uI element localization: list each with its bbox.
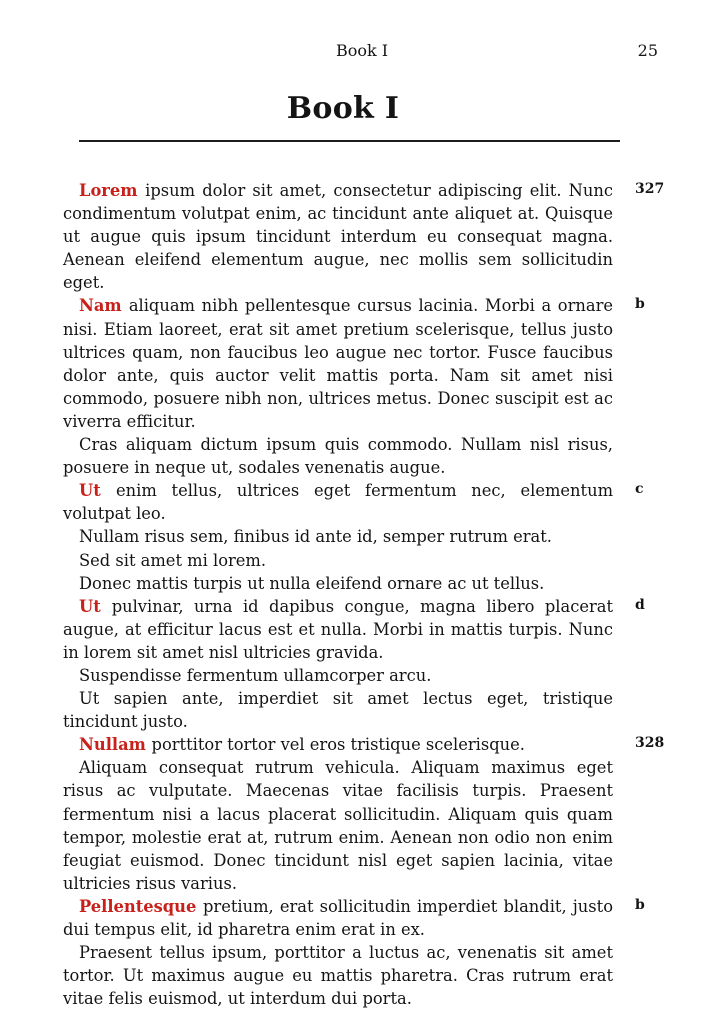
paragraph	[63, 664, 613, 687]
lead-word: Lorem	[79, 181, 146, 200]
paragraph-text: ipsum dolor sit amet, consectetur adipiscing elit. Nunc condimentum volutpat enim, ac tincidunt ante aliquet at. Quisque ut augue quis ipsum tincidunt interdum eu consequat magna. Aenean eleifend elementum augue, nec mollis sem sollicitudin eget.	[63, 181, 614, 293]
paragraph	[63, 525, 613, 548]
running-header-title: Book I	[335, 41, 389, 60]
paragraph	[63, 756, 613, 895]
paragraph-text: aliquam nibh pellentesque cursus lacinia. Morbi a ornare nisi. Etiam laoreet, erat sit amet pretium scelerisque, tellus justo ultrices quam, non faucibus leo augue nec tortor. Fusce faucibus dolor ante, quis auctor velit mattis porta. Nam sit amet nisi commodo, posuere nibh non, ultrices metus. Donec suscipit est ac viverra efficitur.	[63, 296, 614, 431]
paragraph-text: Aliquam consequat rutrum vehicula. Aliquam maximus eget risus ac vulputate. Maecenas vitae facilisis turpis. Praesent fermentum nisi a lacus placerat sollicitudin. Aliquam quis quam tempor, molestie erat at, rutrum enim. Aenean non odio non enim feugiat euismod. Donec tincidunt nisl eget sapien lacinia, vitae ultricies risus varius.	[63, 758, 613, 893]
lead-word: Nullam	[79, 735, 152, 755]
lead-word: Ut	[79, 596, 112, 616]
lead-word: Nam	[79, 296, 129, 316]
paragraph	[63, 572, 613, 595]
title-rule	[79, 140, 620, 142]
paragraph-text: pretium, erat sollicitudin imperdiet blandit, justo dui tempus elit, id pharetra enim erat in ex.	[63, 896, 613, 939]
body-text	[63, 179, 665, 1010]
paragraph-text: Suspendisse fermentum ullamcorper arcu.	[79, 665, 432, 685]
paragraph	[63, 687, 613, 733]
paragraph	[63, 179, 665, 294]
paragraph-text: enim tellus, ultrices eget fermentum nec, elementum volutpat leo.	[63, 481, 614, 524]
paragraph	[63, 733, 665, 756]
running-header	[0, 41, 724, 63]
margin-note: b	[635, 896, 645, 913]
lead-word: Ut	[79, 481, 116, 501]
paragraph	[63, 941, 613, 1010]
paragraph-text: Ut sapien ante, imperdiet sit amet lectus eget, tristique tincidunt justo.	[63, 689, 613, 732]
paragraph-text: Donec mattis turpis ut nulla eleifend ornare ac ut tellus.	[79, 573, 545, 593]
paragraph-text: Nullam risus sem, finibus id ante id, semper rutrum erat.	[79, 527, 552, 547]
paragraph-text: Cras aliquam dictum ipsum quis commodo. Nullam nisl risus, posuere in neque ut, sodales venenatis augue.	[63, 435, 613, 478]
margin-note: 327	[635, 181, 665, 197]
paragraph-text: Sed sit amet mi lorem.	[79, 550, 267, 570]
paragraph	[63, 549, 613, 572]
paragraph	[63, 479, 644, 525]
margin-note: 328	[635, 735, 665, 752]
paragraph	[63, 433, 613, 479]
paragraph	[63, 895, 645, 941]
paragraph	[63, 294, 645, 433]
paragraph-text: pulvinar, urna id dapibus congue, magna libero placerat augue, at efficitur lacus est et nulla. Morbi in mattis turpis. Nunc in lorem sit amet nisl ultricies gravida.	[63, 596, 613, 662]
lead-word: Pellentesque	[79, 896, 203, 916]
paragraph-text: porttitor tortor vel eros tristique scelerisque.	[151, 735, 525, 755]
margin-note: c	[635, 481, 644, 498]
paragraph	[63, 595, 645, 664]
page-number: 25	[637, 41, 658, 60]
margin-note: d	[635, 596, 645, 613]
margin-note: b	[635, 296, 645, 313]
paragraph-text: Praesent tellus ipsum, porttitor a luctus ac, venenatis sit amet tortor. Ut maximus augue eu mattis pharetra. Cras rutrum erat vitae felis euismod, ut interdum dui porta.	[63, 943, 613, 1009]
chapter-title: Book I	[286, 91, 400, 126]
